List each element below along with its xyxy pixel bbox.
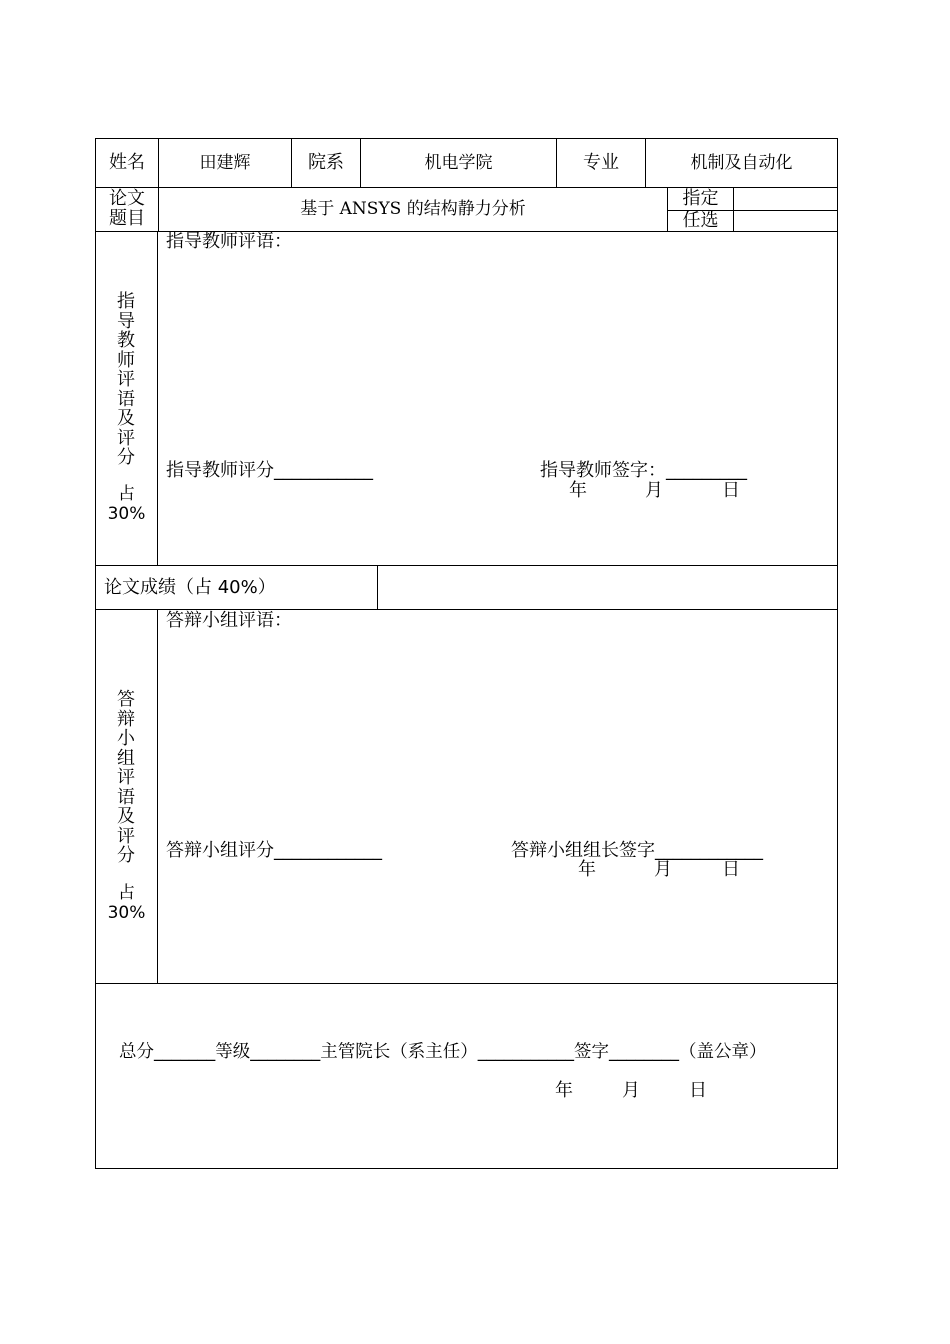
advisor-pct-value: 30%: [107, 504, 146, 524]
assigned-label: 指定: [682, 188, 719, 209]
topic-label-line2: 题目: [109, 208, 145, 229]
vrule-thesis: [377, 565, 378, 610]
summary-date-day: 日: [689, 1080, 707, 1101]
border-right: [837, 138, 838, 1169]
vrule-defense: [157, 609, 158, 984]
advisor-comments-label: 指导教师评语：: [166, 231, 292, 252]
thesis-grade-label: 论文成绩（占 40%）: [104, 577, 276, 598]
defense-pct-label: 占: [118, 883, 135, 903]
name-label: 姓名: [109, 152, 145, 173]
advisor-date-year: 年: [569, 480, 587, 501]
defense-date-year: 年: [578, 859, 596, 880]
defense-side-label: 答辩小组评语及评分: [117, 689, 135, 866]
dept-value: 机电学院: [424, 153, 493, 173]
defense-sign-label: 答辩小组组长签字____________: [511, 840, 763, 861]
topic-title: 基于 ANSYS 的结构静力分析: [300, 199, 526, 219]
defense-comments-label: 答辩小组评语：: [166, 610, 292, 631]
advisor-side-label: 指导教师评语及评分: [117, 291, 135, 468]
advisor-score-label: 指导教师评分___________: [166, 460, 373, 481]
defense-date-month: 月: [654, 859, 672, 880]
topic-label-line1: 论文: [109, 188, 145, 209]
summary-date-year: 年: [555, 1080, 573, 1101]
defense-date-day: 日: [722, 859, 740, 880]
rule-after-header: [95, 187, 838, 188]
summary-line: 总分_______等级________主管院长（系主任）___________签字________（盖公章）: [119, 1042, 767, 1062]
advisor-pct-label: 占: [118, 484, 135, 504]
advisor-date-month: 月: [645, 480, 663, 501]
advisor-sign-label: 指导教师签字：_________: [540, 460, 747, 481]
vrule-advisor: [157, 231, 158, 566]
defense-pct-value: 30%: [107, 903, 146, 923]
rule-after-advisor: [95, 565, 838, 566]
summary-date-month: 月: [622, 1080, 640, 1101]
vrule-r2-c: [733, 187, 734, 232]
border-top: [95, 138, 838, 139]
major-label: 专业: [583, 152, 619, 173]
border-left: [95, 138, 96, 1169]
border-bottom: [95, 1168, 838, 1169]
advisor-date-day: 日: [722, 480, 740, 501]
dept-label: 院系: [308, 152, 344, 173]
rule-after-defense: [95, 983, 838, 984]
name-value: 田建辉: [199, 153, 251, 173]
defense-score-label: 答辩小组评分____________: [166, 840, 382, 861]
optional-label: 任选: [682, 210, 719, 231]
major-value: 机制及自动化: [690, 153, 793, 173]
